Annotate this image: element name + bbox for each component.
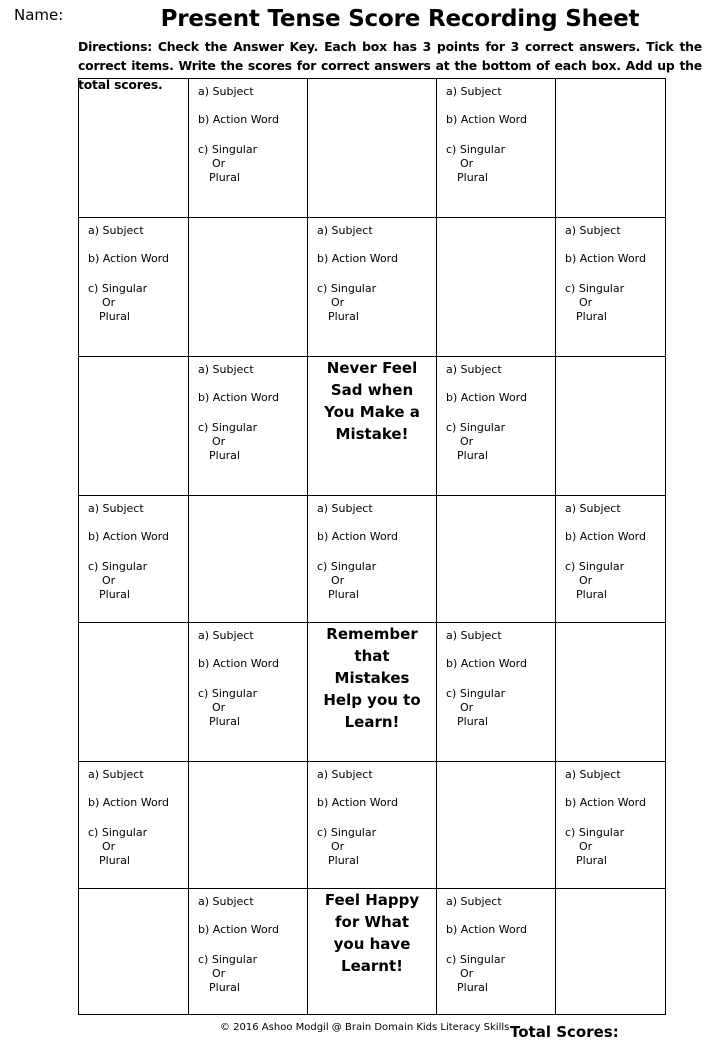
or-text: Or bbox=[331, 840, 345, 853]
plural-item[interactable]: Plural bbox=[457, 171, 488, 184]
action-word-item[interactable]: b) Action Word bbox=[446, 113, 527, 126]
subject-item[interactable]: a) Subject bbox=[446, 895, 502, 908]
singular-item[interactable]: c) Singular bbox=[565, 560, 625, 573]
question-items bbox=[79, 218, 188, 324]
or-text: Or bbox=[460, 967, 474, 980]
action-word-item[interactable]: b) Action Word bbox=[88, 252, 169, 265]
action-word-item[interactable]: b) Action Word bbox=[317, 530, 398, 543]
question-box[interactable] bbox=[79, 218, 189, 357]
singular-item[interactable]: c) Singular bbox=[317, 826, 377, 839]
message-box bbox=[308, 889, 437, 1015]
action-word-item[interactable]: b) Action Word bbox=[88, 796, 169, 809]
question-items bbox=[437, 79, 555, 185]
empty-box[interactable] bbox=[189, 218, 308, 357]
subject-item[interactable]: a) Subject bbox=[317, 768, 373, 781]
question-items bbox=[308, 762, 436, 868]
message-text: Remember that Mistakes Help you to Learn! bbox=[323, 625, 421, 731]
plural-item[interactable]: Plural bbox=[457, 449, 488, 462]
question-box[interactable] bbox=[79, 496, 189, 623]
action-word-item[interactable]: b) Action Word bbox=[565, 252, 646, 265]
singular-item[interactable]: c) Singular bbox=[446, 143, 506, 156]
or-text: Or bbox=[460, 435, 474, 448]
grid-row bbox=[79, 357, 666, 496]
total-scores-label: Total Scores: bbox=[510, 1023, 619, 1041]
action-word-item[interactable]: b) Action Word bbox=[198, 657, 279, 670]
empty-box[interactable] bbox=[79, 889, 189, 1015]
question-box[interactable] bbox=[189, 623, 308, 762]
page-title: Present Tense Score Recording Sheet bbox=[160, 6, 640, 32]
plural-item[interactable]: Plural bbox=[457, 715, 488, 728]
action-word-item[interactable]: b) Action Word bbox=[317, 252, 398, 265]
question-items bbox=[437, 889, 555, 995]
grid-row bbox=[79, 79, 666, 218]
empty-box[interactable] bbox=[437, 218, 556, 357]
or-text: Or bbox=[212, 435, 226, 448]
subject-item[interactable]: a) Subject bbox=[88, 224, 144, 237]
action-word-item[interactable]: b) Action Word bbox=[565, 796, 646, 809]
question-box[interactable] bbox=[437, 623, 556, 762]
question-items bbox=[556, 762, 665, 868]
plural-item[interactable]: Plural bbox=[209, 171, 240, 184]
empty-box[interactable] bbox=[79, 357, 189, 496]
score-grid bbox=[78, 78, 666, 1015]
plural-item[interactable]: Plural bbox=[209, 715, 240, 728]
action-word-item[interactable]: b) Action Word bbox=[446, 923, 527, 936]
or-text: Or bbox=[102, 296, 116, 309]
question-box[interactable] bbox=[189, 889, 308, 1015]
action-word-item[interactable]: b) Action Word bbox=[317, 796, 398, 809]
plural-item[interactable]: Plural bbox=[99, 588, 130, 601]
singular-item[interactable]: c) Singular bbox=[88, 560, 148, 573]
empty-box[interactable] bbox=[556, 889, 666, 1015]
question-items bbox=[556, 496, 665, 602]
question-box[interactable] bbox=[556, 218, 666, 357]
singular-item[interactable]: c) Singular bbox=[88, 826, 148, 839]
question-box[interactable] bbox=[308, 496, 437, 623]
singular-item[interactable]: c) Singular bbox=[198, 687, 258, 700]
question-items bbox=[189, 357, 307, 463]
or-text: Or bbox=[212, 701, 226, 714]
question-items bbox=[437, 357, 555, 463]
question-box[interactable] bbox=[79, 762, 189, 889]
plural-item[interactable]: Plural bbox=[209, 449, 240, 462]
or-text: Or bbox=[460, 157, 474, 170]
empty-box[interactable] bbox=[556, 623, 666, 762]
plural-item[interactable]: Plural bbox=[99, 310, 130, 323]
grid-row bbox=[79, 762, 666, 889]
plural-item[interactable]: Plural bbox=[576, 588, 607, 601]
or-text: Or bbox=[212, 967, 226, 980]
question-box[interactable] bbox=[189, 79, 308, 218]
subject-item[interactable]: a) Subject bbox=[446, 629, 502, 642]
message-text: Feel Happy for What you have Learnt! bbox=[324, 891, 420, 975]
grid-row bbox=[79, 496, 666, 623]
singular-item[interactable]: c) Singular bbox=[317, 560, 377, 573]
subject-item[interactable]: a) Subject bbox=[317, 224, 373, 237]
plural-item[interactable]: Plural bbox=[328, 588, 359, 601]
message-text: Never Feel Sad when You Make a Mistake! bbox=[324, 359, 420, 443]
plural-item[interactable]: Plural bbox=[328, 854, 359, 867]
or-text: Or bbox=[579, 296, 593, 309]
question-box[interactable] bbox=[556, 762, 666, 889]
question-box[interactable] bbox=[437, 357, 556, 496]
action-word-item[interactable]: b) Action Word bbox=[198, 113, 279, 126]
subject-item[interactable]: a) Subject bbox=[565, 502, 621, 515]
question-items bbox=[308, 218, 436, 324]
subject-item[interactable]: a) Subject bbox=[446, 85, 502, 98]
question-items bbox=[189, 623, 307, 729]
singular-item[interactable]: c) Singular bbox=[198, 953, 258, 966]
empty-box[interactable] bbox=[556, 357, 666, 496]
or-text: Or bbox=[102, 574, 116, 587]
subject-item[interactable]: a) Subject bbox=[446, 363, 502, 376]
subject-item[interactable]: a) Subject bbox=[198, 629, 254, 642]
question-box[interactable] bbox=[308, 762, 437, 889]
plural-item[interactable]: Plural bbox=[328, 310, 359, 323]
subject-item[interactable]: a) Subject bbox=[565, 224, 621, 237]
or-text: Or bbox=[102, 840, 116, 853]
or-text: Or bbox=[579, 574, 593, 587]
grid-row bbox=[79, 218, 666, 357]
question-box[interactable] bbox=[189, 357, 308, 496]
question-items bbox=[308, 496, 436, 602]
singular-item[interactable]: c) Singular bbox=[565, 826, 625, 839]
subject-item[interactable]: a) Subject bbox=[198, 363, 254, 376]
question-items bbox=[189, 79, 307, 185]
singular-item[interactable]: c) Singular bbox=[198, 143, 258, 156]
plural-item[interactable]: Plural bbox=[576, 310, 607, 323]
empty-box[interactable] bbox=[437, 762, 556, 889]
message-box bbox=[308, 623, 437, 762]
action-word-item[interactable]: b) Action Word bbox=[446, 391, 527, 404]
question-box[interactable] bbox=[308, 218, 437, 357]
question-items bbox=[189, 889, 307, 995]
subject-item[interactable]: a) Subject bbox=[88, 768, 144, 781]
action-word-item[interactable]: b) Action Word bbox=[198, 391, 279, 404]
question-items bbox=[79, 496, 188, 602]
subject-item[interactable]: a) Subject bbox=[198, 895, 254, 908]
plural-item[interactable]: Plural bbox=[99, 854, 130, 867]
action-word-item[interactable]: b) Action Word bbox=[565, 530, 646, 543]
message-box bbox=[308, 357, 437, 496]
action-word-item[interactable]: b) Action Word bbox=[446, 657, 527, 670]
empty-box[interactable] bbox=[79, 79, 189, 218]
subject-item[interactable]: a) Subject bbox=[88, 502, 144, 515]
plural-item[interactable]: Plural bbox=[576, 854, 607, 867]
singular-item[interactable]: c) Singular bbox=[446, 421, 506, 434]
copyright-text: © 2016 Ashoo Modgil @ Brain Domain Kids Literacy Skills bbox=[220, 1022, 510, 1033]
empty-box[interactable] bbox=[308, 79, 437, 218]
name-label: Name: bbox=[14, 6, 64, 24]
singular-item[interactable]: c) Singular bbox=[446, 953, 506, 966]
or-text: Or bbox=[460, 701, 474, 714]
empty-box[interactable] bbox=[189, 762, 308, 889]
or-text: Or bbox=[331, 296, 345, 309]
singular-item[interactable]: c) Singular bbox=[198, 421, 258, 434]
subject-item[interactable]: a) Subject bbox=[198, 85, 254, 98]
empty-box[interactable] bbox=[437, 496, 556, 623]
subject-item[interactable]: a) Subject bbox=[565, 768, 621, 781]
or-text: Or bbox=[212, 157, 226, 170]
singular-item[interactable]: c) Singular bbox=[565, 282, 625, 295]
or-text: Or bbox=[331, 574, 345, 587]
empty-box[interactable] bbox=[189, 496, 308, 623]
directions-text: Directions: Check the Answer Key. Each box has 3 points for 3 correct answers. Tick the correct items. Write the scores for correct answers at the bottom of each box. Add up the total scores. bbox=[78, 39, 702, 92]
question-items bbox=[556, 218, 665, 324]
singular-item[interactable]: c) Singular bbox=[88, 282, 148, 295]
question-items bbox=[79, 762, 188, 868]
question-box[interactable] bbox=[556, 496, 666, 623]
singular-item[interactable]: c) Singular bbox=[317, 282, 377, 295]
empty-box[interactable] bbox=[79, 623, 189, 762]
singular-item[interactable]: c) Singular bbox=[446, 687, 506, 700]
grid-row bbox=[79, 889, 666, 1015]
action-word-item[interactable]: b) Action Word bbox=[88, 530, 169, 543]
empty-box[interactable] bbox=[556, 79, 666, 218]
question-items bbox=[437, 623, 555, 729]
or-text: Or bbox=[579, 840, 593, 853]
question-box[interactable] bbox=[437, 79, 556, 218]
question-box[interactable] bbox=[437, 889, 556, 1015]
subject-item[interactable]: a) Subject bbox=[317, 502, 373, 515]
plural-item[interactable]: Plural bbox=[457, 981, 488, 994]
action-word-item[interactable]: b) Action Word bbox=[198, 923, 279, 936]
grid-row bbox=[79, 623, 666, 762]
plural-item[interactable]: Plural bbox=[209, 981, 240, 994]
